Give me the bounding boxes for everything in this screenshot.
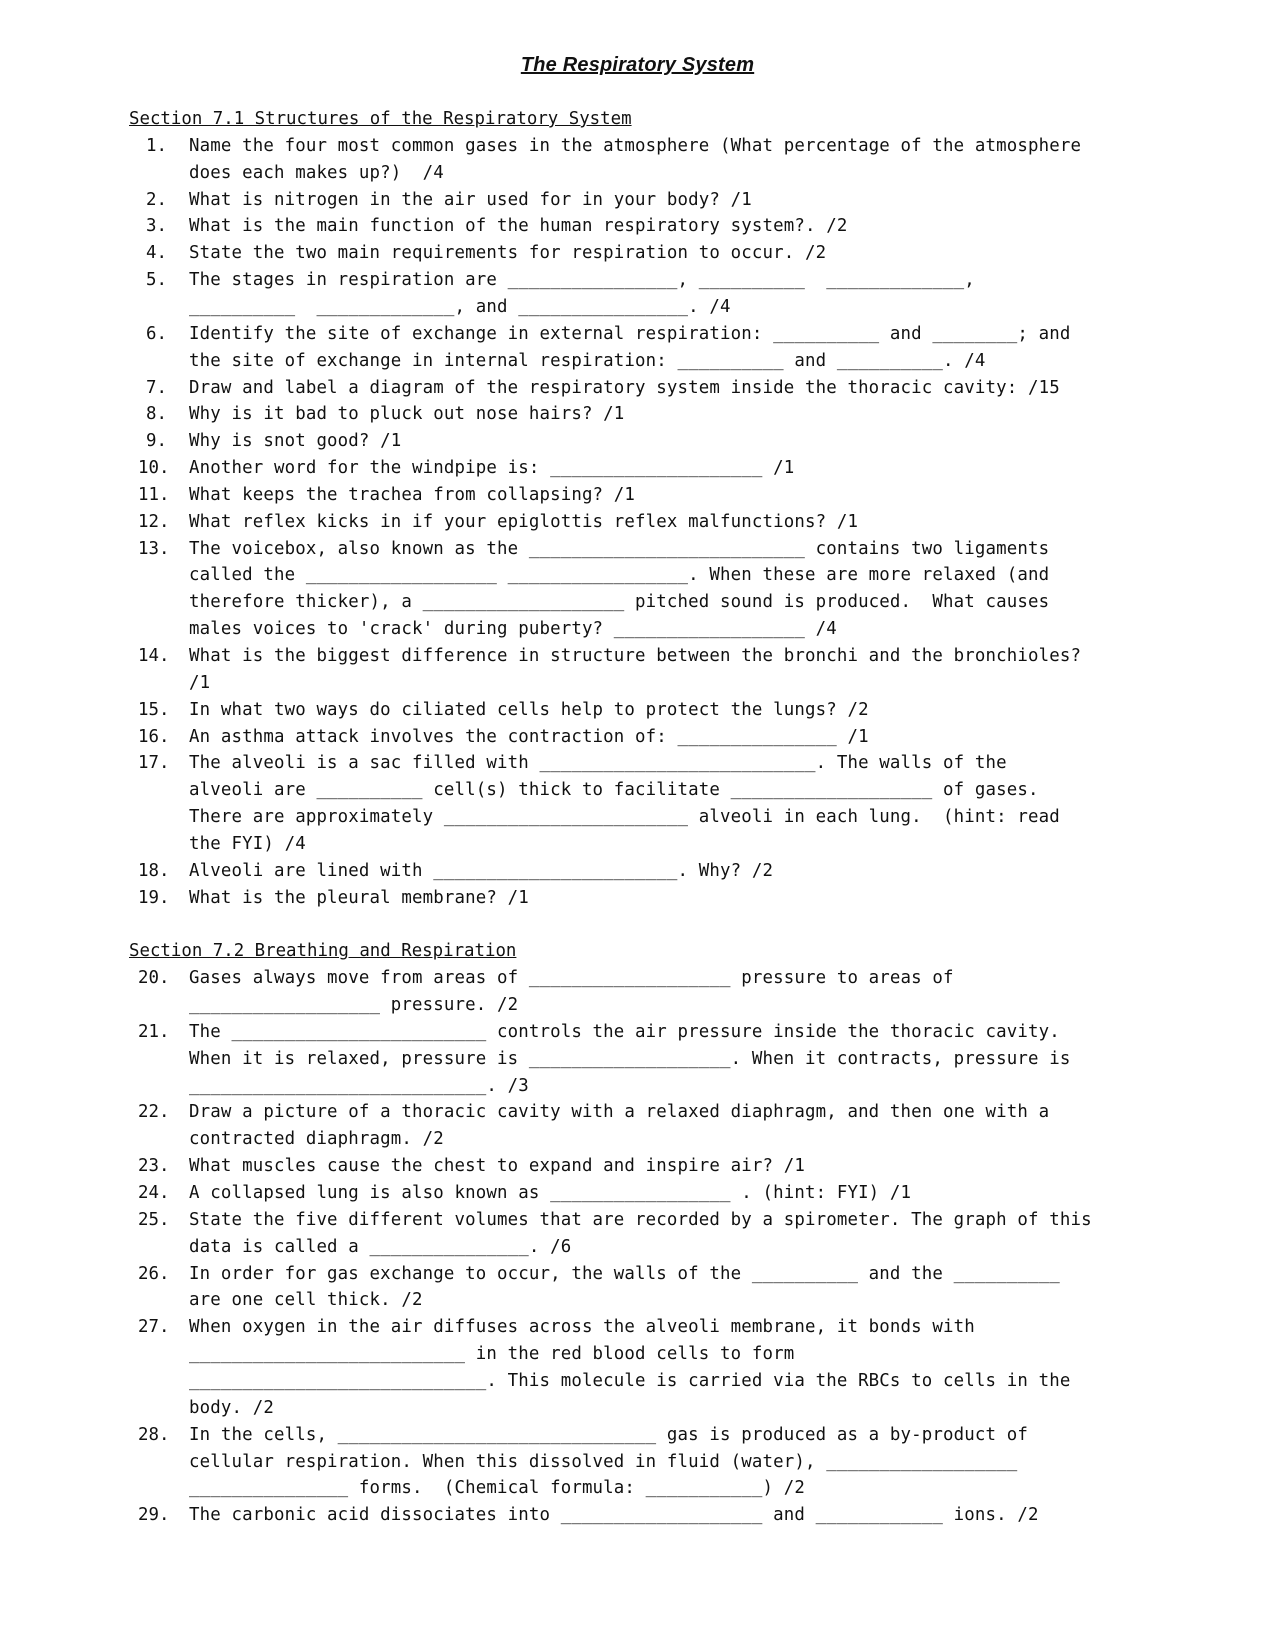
question-number: 26.: [138, 1263, 170, 1284]
question-line: __________________________ in the red blood cells to form: [189, 1344, 795, 1365]
question-line: called the __________________ _________________. When these are more relaxed (and: [189, 565, 1050, 586]
question-line: Identify the site of exchange in external respiration: __________ and ________; and: [189, 323, 1071, 344]
question-line: The voicebox, also known as the __________________________ contains two ligaments: [189, 538, 1050, 559]
question-number: 23.: [138, 1156, 170, 1177]
question-number: 29.: [138, 1505, 170, 1526]
question-line: What keeps the trachea from collapsing? /1: [189, 484, 636, 505]
question-line: ____________________________. This molecule is carried via the RBCs to cells in the: [189, 1370, 1071, 1391]
question-line: Alveoli are lined with _______________________. Why? /2: [189, 860, 774, 881]
question-number: 24.: [138, 1183, 170, 1203]
question-line: The carbonic acid dissociates into ___________________ and ____________ ions. /2: [189, 1505, 1039, 1526]
question-number: 10.: [138, 458, 170, 479]
question-line: Draw and label a diagram of the respiratory system inside the thoracic cavity: /15: [189, 377, 1060, 398]
question-number: 13.: [138, 538, 170, 559]
question-line: What is the pleural membrane? /1: [189, 887, 529, 908]
question-number: 5.: [146, 270, 167, 291]
question-line: data is called a _______________. /6: [189, 1236, 572, 1257]
question-number: 27.: [138, 1317, 170, 1338]
question-number: 1.: [146, 135, 167, 156]
question-line: Why is snot good? /1: [189, 431, 402, 452]
question-line: What muscles cause the chest to expand and inspire air? /1: [189, 1156, 805, 1177]
question-number: 2.: [146, 189, 167, 210]
question-line: /1: [189, 672, 211, 693]
question-line: Name the four most common gases in the atmosphere (What percentage of the atmosphere: [189, 135, 1082, 156]
question-number: 7.: [146, 377, 167, 398]
question-line: What reflex kicks in if your epiglottis reflex malfunctions? /1: [189, 511, 859, 532]
question-line: When oxygen in the air diffuses across the alveoli membrane, it bonds with: [189, 1317, 975, 1338]
question-number: 20.: [138, 968, 170, 989]
question-line: An asthma attack involves the contraction of: _______________ /1: [189, 726, 869, 747]
question-line: The stages in respiration are ________________, __________ _____________,: [189, 270, 975, 291]
question-line: In order for gas exchange to occur, the walls of the __________ and the __________: [189, 1263, 1060, 1284]
question-line: cellular respiration. When this dissolved in fluid (water), __________________: [189, 1451, 1018, 1472]
question-line: __________________ pressure. /2: [189, 995, 519, 1016]
question-number: 9.: [146, 431, 167, 452]
question-line: Draw a picture of a thoracic cavity with a relaxed diaphragm, and then one with a: [189, 1102, 1050, 1123]
question-line: Another word for the windpipe is: ____________________ /1: [189, 458, 795, 479]
section1-heading: Section 7.1 Structures of the Respiratory System: [129, 109, 632, 129]
question-line: males voices to 'crack' during puberty? __________________ /4: [189, 619, 837, 640]
question-line: does each makes up?) /4: [189, 162, 444, 183]
question-line: Gases always move from areas of ___________________ pressure to areas of: [189, 968, 954, 989]
question-number: 11.: [138, 484, 170, 505]
question-line: body. /2: [189, 1397, 274, 1418]
question-number: 18.: [138, 860, 170, 881]
question-line: A collapsed lung is also known as _________________ . (hint: FYI) /1: [189, 1183, 912, 1203]
question-line: What is the main function of the human respiratory system?. /2: [189, 216, 848, 237]
page-title: The Respiratory System: [520, 54, 755, 76]
question-line: _______________ forms. (Chemical formula: ___________) /2: [189, 1478, 805, 1499]
question-line: What is nitrogen in the air used for in your body? /1: [189, 189, 752, 210]
question-number: 6.: [146, 323, 167, 344]
question-line: Why is it bad to pluck out nose hairs? /1: [189, 404, 625, 425]
question-line: contracted diaphragm. /2: [189, 1129, 444, 1150]
question-line: State the two main requirements for respiration to occur. /2: [189, 243, 827, 264]
question-line: State the five different volumes that are recorded by a spirometer. The graph of this: [189, 1209, 1092, 1230]
question-line: The alveoli is a sac filled with __________________________. The walls of the: [189, 753, 1007, 774]
question-line: What is the biggest difference in structure between the bronchi and the bronchioles?: [189, 646, 1082, 666]
question-line: The ________________________ controls the air pressure inside the thoracic cavity.: [189, 1021, 1060, 1042]
question-number: 4.: [146, 243, 167, 264]
question-number: 15.: [138, 699, 170, 720]
question-line: ____________________________. /3: [189, 1075, 529, 1096]
question-line: In the cells, ______________________________ gas is produced as a by-product of: [189, 1424, 1028, 1445]
question-number: 19.: [138, 887, 170, 908]
question-number: 28.: [138, 1424, 170, 1445]
question-number: 16.: [138, 726, 170, 747]
question-number: 3.: [146, 216, 167, 237]
question-number: 8.: [146, 404, 167, 425]
question-number: 22.: [138, 1102, 170, 1123]
question-line: __________ _____________, and ________________. /4: [189, 296, 731, 317]
question-line: When it is relaxed, pressure is ___________________. When it contracts, pressure is: [189, 1048, 1071, 1069]
section2-heading: Section 7.2 Breathing and Respiration: [129, 941, 517, 962]
question-number: 25.: [138, 1209, 170, 1230]
question-line: are one cell thick. /2: [189, 1290, 423, 1311]
question-line: therefore thicker), a ___________________ pitched sound is produced. What causes: [189, 592, 1050, 613]
question-line: the site of exchange in internal respiration: __________ and __________. /4: [189, 350, 986, 371]
question-number: 17.: [138, 753, 170, 774]
question-line: There are approximately _______________________ alveoli in each lung. (hint: read: [189, 807, 1060, 828]
question-number: 14.: [138, 646, 170, 666]
question-number: 21.: [138, 1021, 170, 1042]
question-line: alveoli are __________ cell(s) thick to facilitate ___________________ of gases.: [189, 780, 1039, 801]
question-line: In what two ways do ciliated cells help to protect the lungs? /2: [189, 699, 869, 720]
question-number: 12.: [138, 511, 170, 532]
question-line: the FYI) /4: [189, 833, 306, 854]
